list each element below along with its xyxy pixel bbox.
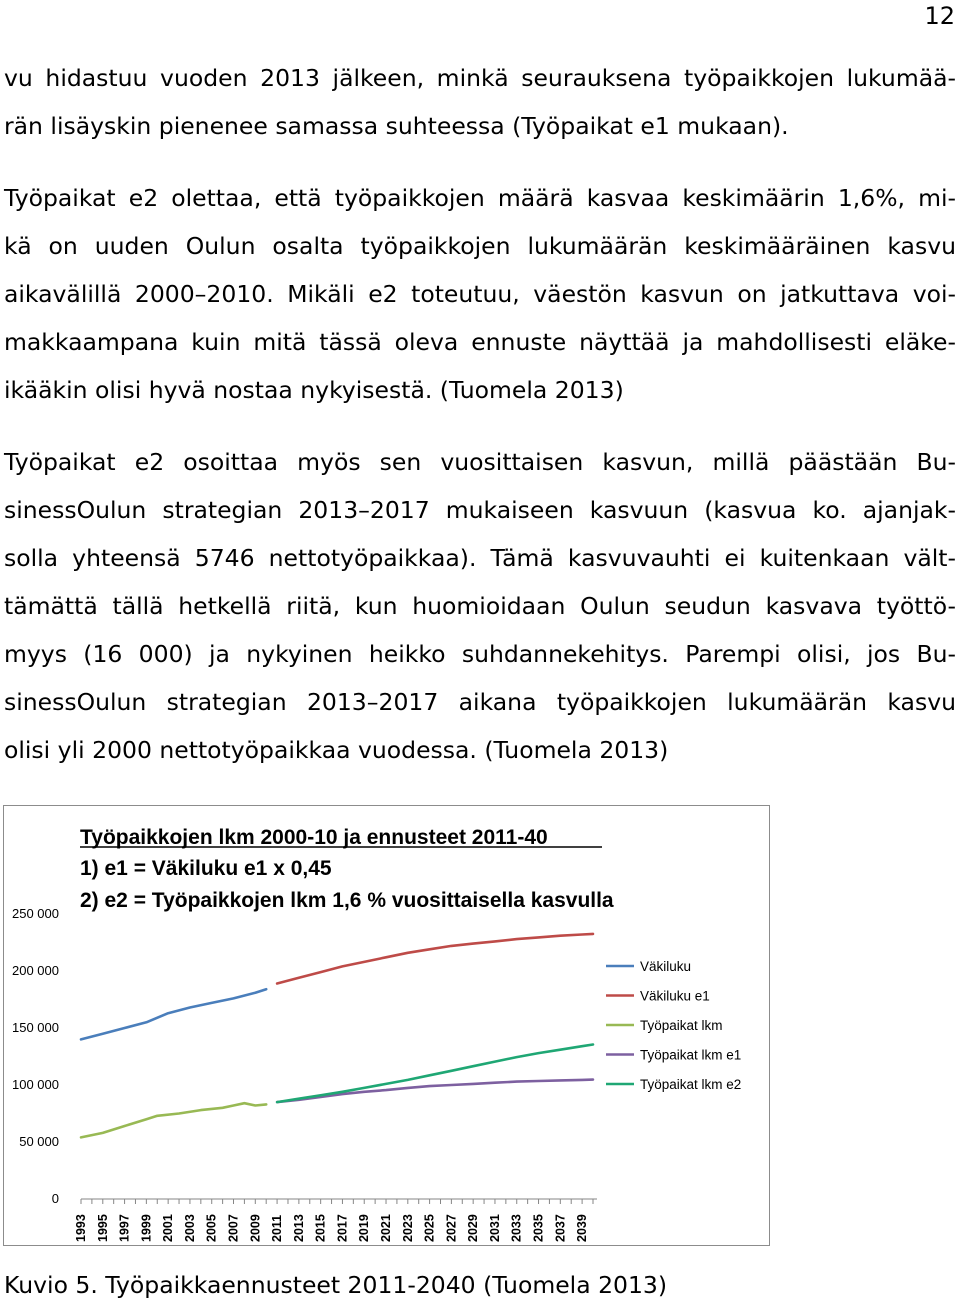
paragraph-3: [4, 438, 956, 774]
x-tick-label: 2013: [291, 1214, 306, 1242]
y-tick-label: 50 000: [19, 1134, 59, 1149]
x-tick-label: 2003: [182, 1214, 197, 1242]
text-line: ikääkin olisi hyvä nostaa nykyisestä. (Tuomela 2013): [4, 376, 624, 404]
text-line: sinessOulun strategian 2013–2017 aikana työpaikkojen lukumäärän kasvu: [4, 688, 956, 716]
text-line: olisi yli 2000 nettotyöpaikkaa vuodessa. (Tuomela 2013): [4, 736, 669, 764]
text-line: aikavälillä 2000–2010. Mikäli e2 toteutuu, väestön kasvun on jatkuttava voi-: [4, 280, 956, 308]
legend-label: Työpaikat lkm e1: [640, 1047, 742, 1063]
x-tick-label: 1995: [95, 1214, 110, 1242]
x-tick-label: 2019: [357, 1214, 372, 1242]
x-tick-label: 2005: [204, 1214, 219, 1242]
chart-title-line-2: 1) e1 = Väkiluku e1 x 0,45: [80, 857, 332, 880]
text-line: makkaampana kuin mitä tässä oleva ennuste näyttää ja mahdollisesti eläke-: [4, 328, 956, 356]
x-tick-label: 2027: [444, 1214, 459, 1242]
x-tick-label: 2009: [248, 1214, 263, 1242]
x-tick-label: 2023: [400, 1214, 415, 1242]
text-line: Työpaikat e2 olettaa, että työpaikkojen määrä kasvaa keskimäärin 1,6%, mi-: [4, 184, 956, 212]
x-tick-label: 2001: [161, 1214, 176, 1242]
text-line: rän lisäyskin pienenee samassa suhteessa (Työpaikat e1 mukaan).: [4, 112, 789, 140]
x-tick-label: 1993: [74, 1214, 88, 1242]
figure-caption: Kuvio 5. Työpaikkaennusteet 2011-2040 (Tuomela 2013): [4, 1271, 668, 1299]
y-tick-label: 0: [51, 1191, 59, 1206]
series-lines: [81, 934, 593, 1138]
legend-label: Väkiluku e1: [640, 988, 710, 1004]
line-chart: [4, 806, 769, 1245]
x-tick-label: 2017: [335, 1214, 350, 1242]
x-tick-label: 2037: [553, 1214, 568, 1242]
x-tick-label: 2007: [226, 1214, 241, 1242]
series-line: [277, 1045, 593, 1103]
series-line: [277, 1080, 593, 1103]
text-line: sinessOulun strategian 2013–2017 mukaiseen kasvuun (kasvua ko. ajanjak-: [4, 496, 956, 524]
x-tick-label: 2021: [379, 1214, 394, 1242]
paragraph-2: [4, 174, 956, 414]
y-axis: [12, 906, 59, 1206]
text-line: Työpaikat e2 osoittaa myös sen vuosittaisen kasvun, millä päästään Bu-: [4, 448, 956, 476]
page-number: 12: [924, 2, 955, 30]
legend: [606, 959, 741, 1092]
x-tick-label: 2031: [487, 1214, 502, 1242]
x-axis: [74, 1199, 597, 1242]
chart-figure: [3, 805, 770, 1246]
legend-label: Väkiluku: [640, 959, 692, 974]
y-tick-label: 250 000: [12, 906, 59, 921]
y-tick-label: 100 000: [12, 1077, 59, 1092]
x-tick-label: 2025: [422, 1214, 437, 1242]
x-tick-label: 2015: [313, 1214, 328, 1242]
x-tick-label: 1997: [117, 1214, 132, 1242]
text-line: solla yhteensä 5746 nettotyöpaikkaa). Tämä kasvuvauhti ei kuitenkaan vält-: [4, 544, 956, 572]
legend-label: Työpaikat lkm e2: [640, 1077, 742, 1092]
x-tick-label: 2011: [270, 1214, 285, 1242]
series-line: [81, 1103, 266, 1137]
x-tick-label: 2039: [575, 1214, 590, 1242]
series-line: [277, 934, 593, 984]
chart-title-line-1: Työpaikkojen lkm 2000-10 ja ennusteet 2011-40: [80, 826, 548, 849]
legend-label: Työpaikat lkm: [640, 1018, 723, 1033]
y-tick-label: 200 000: [12, 963, 59, 978]
text-line: vu hidastuu vuoden 2013 jälkeen, minkä seurauksena työpaikkojen lukumää-: [4, 64, 956, 92]
paragraph-1: [4, 54, 956, 150]
x-tick-label: 2033: [509, 1214, 524, 1242]
chart-title-line-3: 2) e2 = Työpaikkojen lkm 1,6 % vuosittaisella kasvulla: [80, 889, 614, 912]
x-tick-label: 1999: [139, 1214, 154, 1242]
text-line: kä on uuden Oulun osalta työpaikkojen lukumäärän keskimääräinen kasvu: [4, 232, 956, 260]
x-tick-label: 2035: [531, 1214, 546, 1242]
series-line: [81, 989, 266, 1039]
text-line: tämättä tällä hetkellä riitä, kun huomioidaan Oulun seudun kasvava työttö-: [4, 592, 956, 620]
text-line: myys (16 000) ja nykyinen heikko suhdannekehitys. Parempi olisi, jos Bu-: [4, 640, 956, 668]
x-tick-label: 2029: [466, 1214, 481, 1242]
y-tick-label: 150 000: [12, 1020, 59, 1035]
